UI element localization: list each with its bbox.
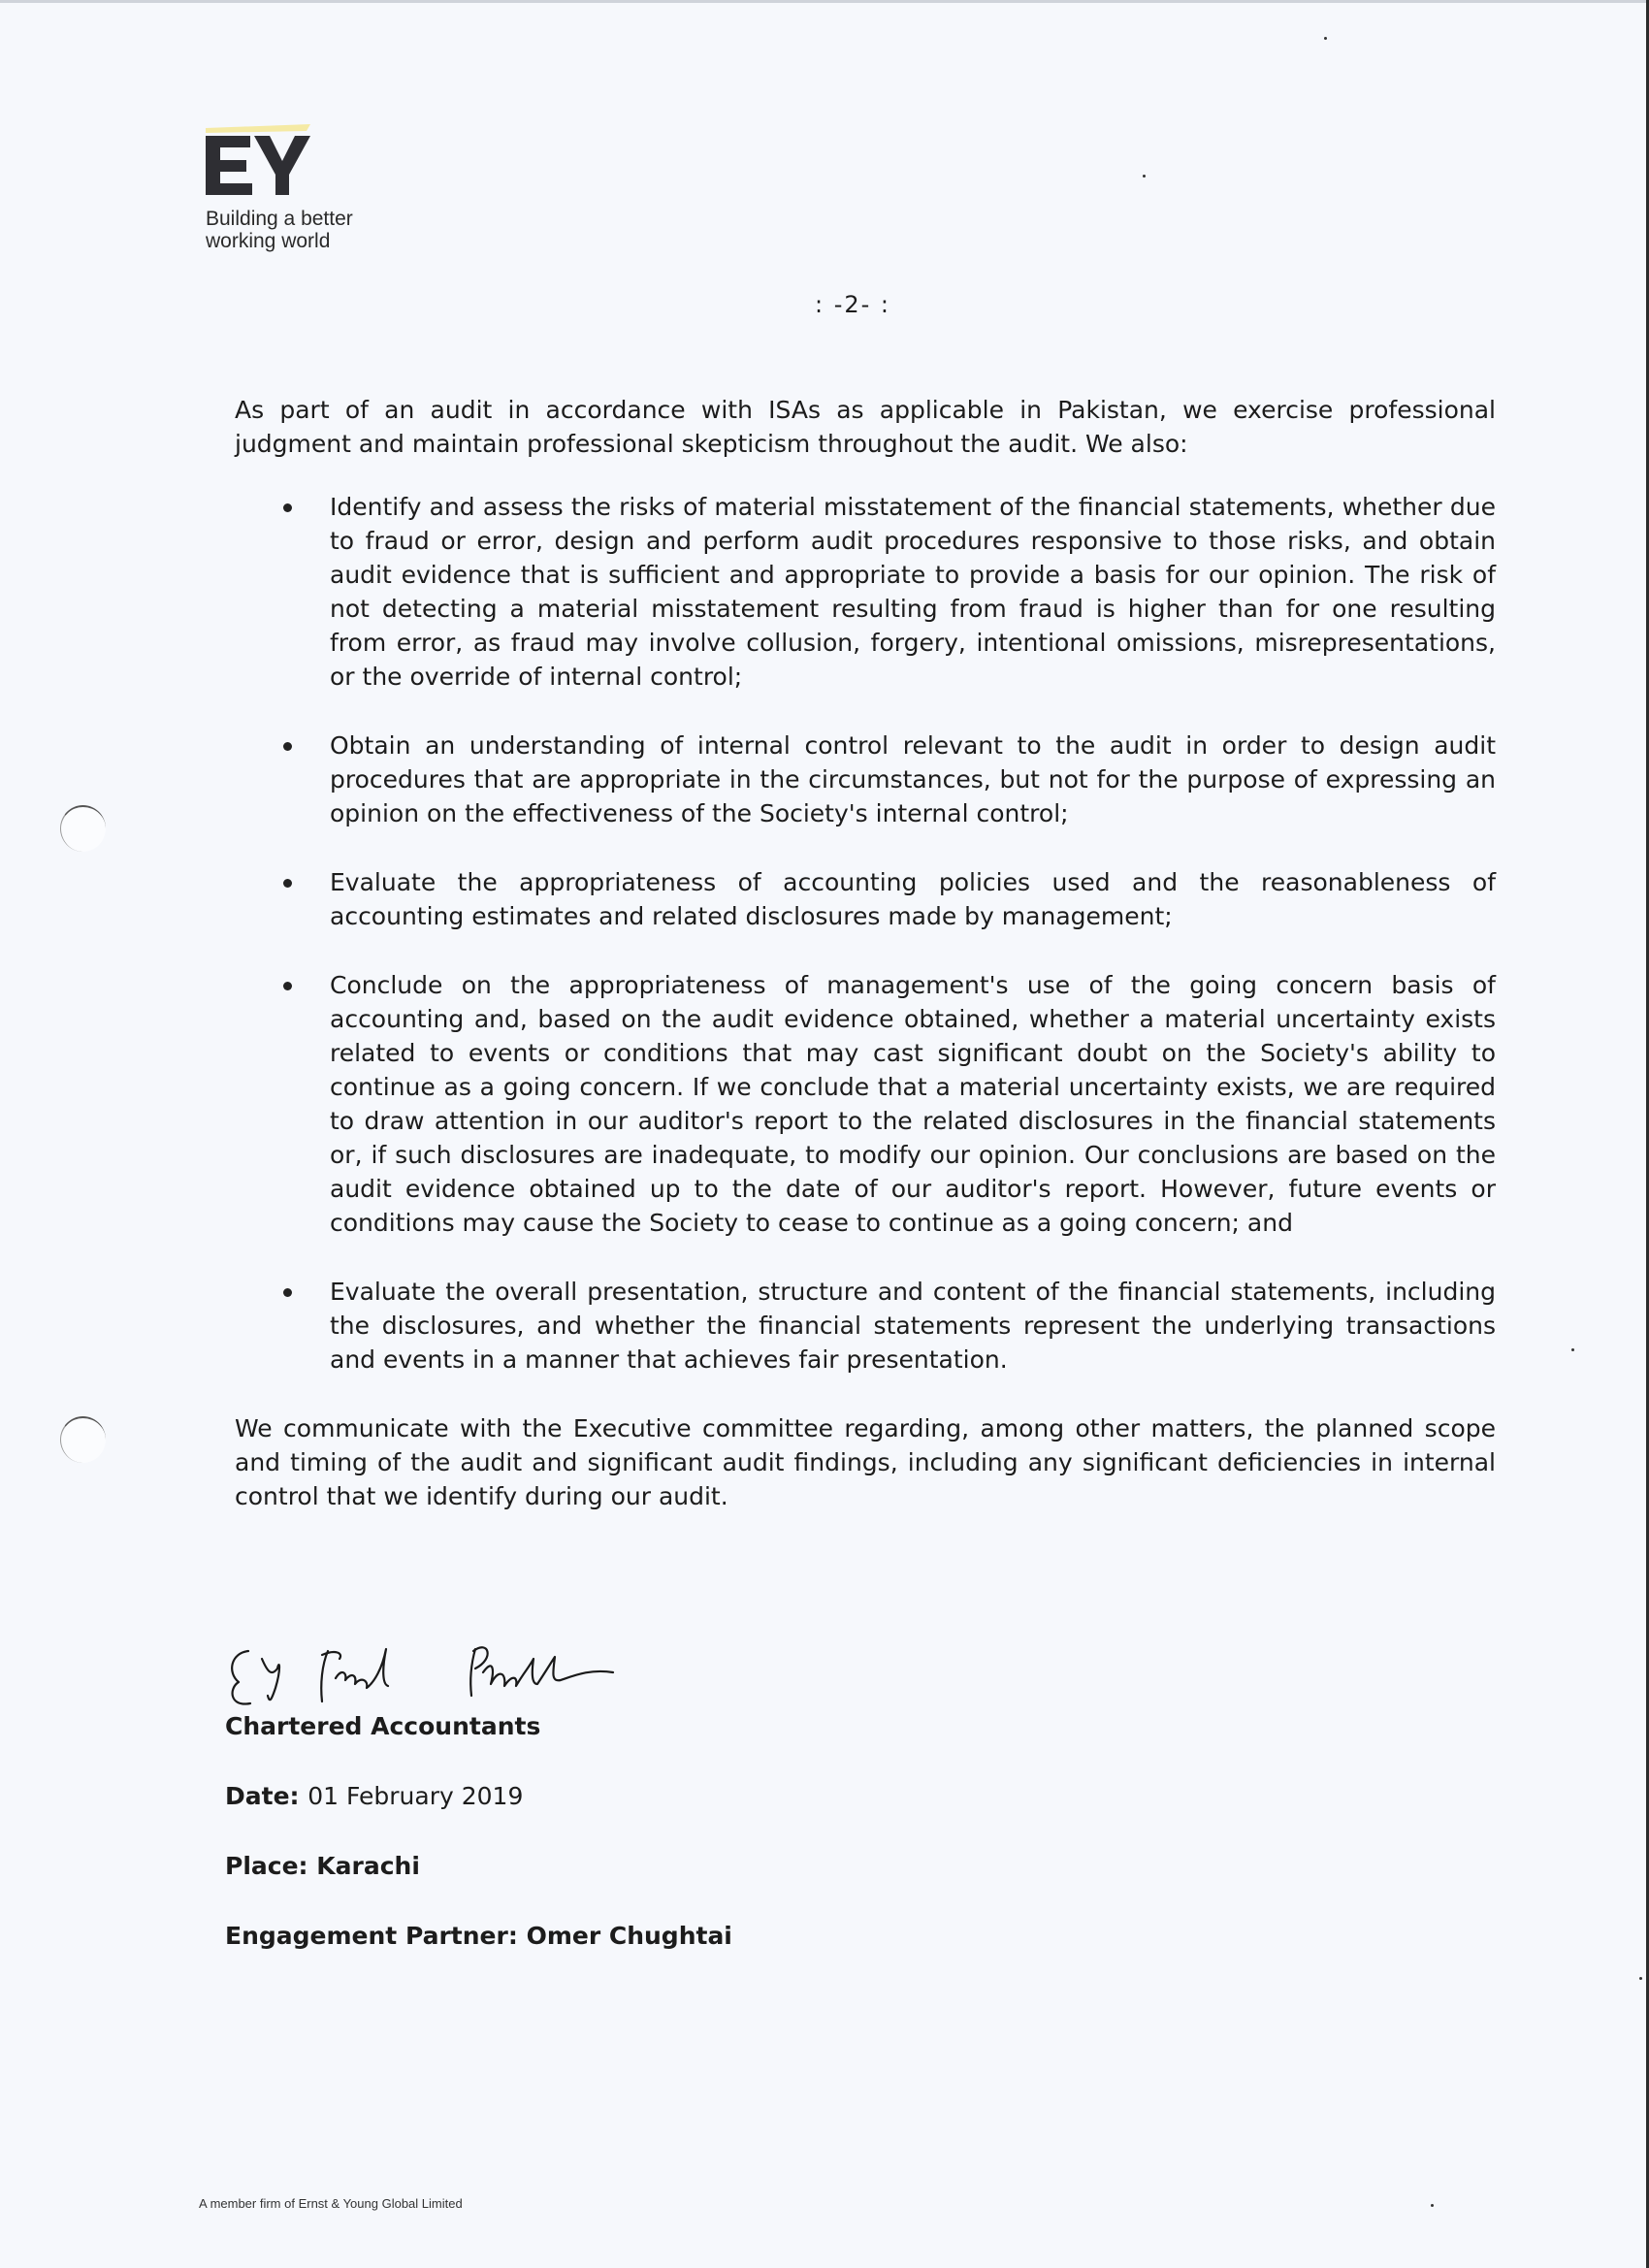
bullet-icon xyxy=(283,503,292,512)
list-item xyxy=(235,490,1496,694)
page-number: : -2- : xyxy=(815,291,891,318)
place-label: Place: xyxy=(225,1852,308,1880)
scan-speck xyxy=(1324,37,1327,40)
list-item xyxy=(235,968,1496,1240)
place-line xyxy=(225,1851,732,1882)
list-item xyxy=(235,865,1496,933)
punch-hole xyxy=(60,805,106,852)
signoff-block xyxy=(225,1711,732,1991)
footer-note: A member firm of Ernst & Young Global Limited xyxy=(199,2196,463,2211)
bullet-icon xyxy=(283,742,292,751)
list-item xyxy=(235,729,1496,830)
scan-speck xyxy=(1431,2204,1434,2207)
date-label: Date: xyxy=(225,1782,300,1810)
tagline xyxy=(206,208,400,252)
intro-paragraph: As part of an audit in accordance with ISAs as applicable in Pakistan, we exercise professional judgment and maintain professional skepticism throughout the audit. We also: xyxy=(235,396,1496,458)
firm-designation: Chartered Accountants xyxy=(225,1712,541,1740)
bullet-icon xyxy=(283,1288,292,1297)
list-item-text: Obtain an understanding of internal control relevant to the audit in order to design audit procedures that are appropriate in the circumstances, but not for the purpose of expressing an opinion on the effectiveness of the Society's internal control; xyxy=(330,731,1496,827)
closing-paragraph: We communicate with the Executive committee regarding, among other matters, the planned scope and timing of the audit and significant audit findings, including any significant deficiencies in internal control that we identify during our audit. xyxy=(235,1414,1496,1510)
list-item-text: Evaluate the overall presentation, structure and content of the financial statements, including the disclosures, and whether the financial statements represent the underlying transactions and events in a manner that achieves fair presentation. xyxy=(330,1278,1496,1374)
scan-speck xyxy=(1639,1977,1642,1980)
tagline-line-2: working world xyxy=(206,230,331,252)
audit-procedures-list xyxy=(235,490,1496,1377)
date-value: 01 February 2019 xyxy=(307,1782,524,1810)
scan-speck xyxy=(1571,1348,1574,1351)
report-body xyxy=(235,393,1496,1513)
punch-hole xyxy=(60,1416,106,1463)
ey-logo-icon xyxy=(206,124,314,196)
bullet-icon xyxy=(283,982,292,990)
list-item-text: Evaluate the appropriateness of accounting policies used and the reasonableness of accounting estimates and related disclosures made by management; xyxy=(330,868,1496,930)
svg-text:EY Ford Rhodes: EY Ford Rhodes xyxy=(221,1630,229,1631)
ey-logo xyxy=(206,124,314,196)
tagline-line-1: Building a better xyxy=(206,208,353,230)
date-line xyxy=(225,1781,732,1812)
scan-speck xyxy=(1143,175,1146,178)
place-value: Karachi xyxy=(316,1852,420,1880)
list-item-text: Conclude on the appropriateness of management's use of the going concern basis of accounting and, based on the audit evidence obtained, whether a material uncertainty exists related to events or conditions that may cast significant doubt on the Society's ability to continue as a going concern. If we conclude that a material uncertainty exists, we are required to draw attention in our auditor's report to the related disclosures in the financial statements or, if such disclosures are inadequate, to modify our opinion. Our conclusions are based on the audit evidence obtained up to the date of our auditor's report. However, future events or conditions may cause the Society to cease to continue as a going concern; and xyxy=(330,971,1496,1237)
scan-top-edge xyxy=(0,0,1649,3)
list-item-text: Identify and assess the risks of material misstatement of the financial statements, whether due to fraud or error, design and perform audit procedures responsive to those risks, and obtain audit evidence that is sufficient and appropriate to provide a basis for our opinion. The risk of not detecting a material misstatement resulting from fraud is higher than for one resulting from error, as fraud may involve collusion, forgery, intentional omissions, misrepresentations, or the override of internal control; xyxy=(330,493,1496,691)
list-item xyxy=(235,1275,1496,1377)
partner-label: Engagement Partner: xyxy=(225,1922,518,1950)
partner-value: Omer Chughtai xyxy=(526,1922,732,1950)
bullet-icon xyxy=(283,879,292,888)
handwritten-signature-icon xyxy=(221,1630,648,1717)
partner-line xyxy=(225,1921,732,1952)
firm-signature xyxy=(221,1630,648,1721)
svg-text:EY: EY xyxy=(206,124,208,125)
